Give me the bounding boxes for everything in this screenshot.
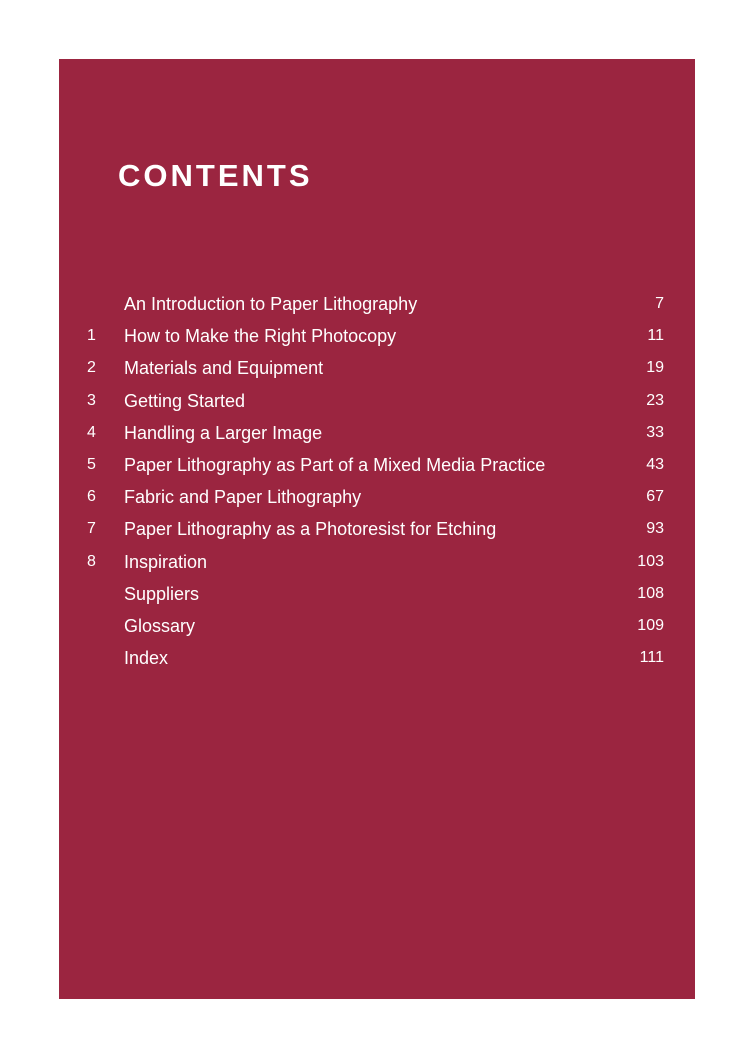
chapter-title: How to Make the Right Photocopy xyxy=(124,326,397,347)
page-title: CONTENTS xyxy=(118,158,313,193)
toc-entry[interactable] xyxy=(59,546,695,578)
toc-entry[interactable] xyxy=(59,352,695,384)
toc-entry[interactable] xyxy=(59,417,695,449)
chapter-title: Suppliers xyxy=(124,583,200,604)
chapter-title: Index xyxy=(124,648,169,669)
page-number: 43 xyxy=(646,455,664,473)
chapter-number: 4 xyxy=(87,423,96,441)
toc-entry[interactable] xyxy=(59,578,695,610)
toc-entry[interactable] xyxy=(59,610,695,642)
chapter-number: 7 xyxy=(87,520,96,538)
toc-entry[interactable] xyxy=(59,320,695,352)
chapter-title: Fabric and Paper Lithography xyxy=(124,487,362,508)
page-number: 23 xyxy=(646,391,664,409)
table-of-contents xyxy=(59,288,695,674)
page-number: 103 xyxy=(637,552,664,570)
page-number: 11 xyxy=(647,327,664,345)
chapter-title: Materials and Equipment xyxy=(124,358,324,379)
page-number: 93 xyxy=(646,520,664,538)
chapter-title: Paper Lithography as a Photoresist for Etching xyxy=(124,519,497,540)
page-number: 67 xyxy=(646,488,664,506)
chapter-number: 6 xyxy=(87,488,96,506)
chapter-title: Inspiration xyxy=(124,551,208,572)
toc-entry[interactable] xyxy=(59,481,695,513)
chapter-title: An Introduction to Paper Lithography xyxy=(124,294,418,314)
toc-entry[interactable] xyxy=(59,449,695,481)
contents-page xyxy=(59,59,695,999)
chapter-number: 5 xyxy=(87,455,96,473)
toc-entry[interactable] xyxy=(59,642,695,674)
page-number: 111 xyxy=(639,649,664,667)
page-number: 108 xyxy=(637,584,664,602)
toc-entry[interactable] xyxy=(59,513,695,545)
toc-entry[interactable] xyxy=(59,385,695,417)
chapter-title: Glossary xyxy=(124,615,196,636)
page-number: 33 xyxy=(646,423,664,441)
chapter-number: 8 xyxy=(87,552,96,570)
page-number: 109 xyxy=(637,616,664,634)
chapter-title: Paper Lithography as Part of a Mixed Media Practice xyxy=(124,454,546,475)
chapter-title: Handling a Larger Image xyxy=(124,422,323,443)
chapter-title: Getting Started xyxy=(124,390,246,411)
chapter-number: 3 xyxy=(87,391,96,409)
chapter-number: 1 xyxy=(87,327,96,345)
page-number: 7 xyxy=(655,295,664,312)
toc-entry[interactable] xyxy=(59,288,695,320)
chapter-number: 2 xyxy=(87,359,96,377)
page-number: 19 xyxy=(646,359,664,377)
